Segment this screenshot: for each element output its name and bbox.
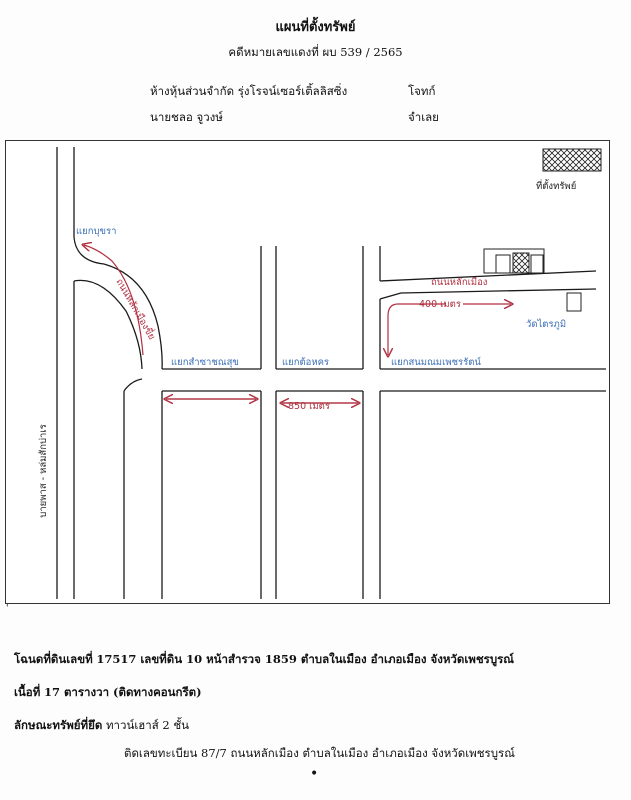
defendant-name: นายชลอ จูวงษ์ bbox=[150, 110, 223, 124]
label-junction-top-left: แยกบุขรา bbox=[76, 226, 117, 237]
property-line bbox=[14, 717, 189, 735]
legend-swatch bbox=[543, 149, 601, 171]
property-label: ลักษณะทรัพย์ที่ยึด bbox=[14, 718, 103, 732]
page-title: แผนที่ตั้งทรัพย์ bbox=[275, 20, 356, 35]
property-text: ทาวน์เฮาส์ 2 ชั้น bbox=[105, 718, 190, 732]
area-label: เนื้อที่ bbox=[14, 685, 41, 699]
label-distance-400: 400 เมตร bbox=[419, 299, 461, 310]
plaintiff-name: ห้างหุ้นส่วนจำกัด รุ่งโรจน์เซอร์เติ้ลลิสซิ่ง bbox=[150, 84, 348, 98]
label-junction-2: แยกต้อหคร bbox=[282, 357, 330, 368]
location-map bbox=[5, 140, 610, 604]
roads bbox=[57, 147, 606, 599]
area-line bbox=[14, 684, 202, 702]
map-corner-mark: ' bbox=[6, 604, 9, 614]
plaintiff-role: โจทก์ bbox=[408, 84, 436, 98]
label-road-top-right: ถนนหลักเมือง bbox=[431, 277, 488, 288]
area-text: 17 ตารางวา (ติดทางคอนกรีต) bbox=[43, 685, 202, 699]
label-temple: วัดไตรภูมิ bbox=[526, 319, 567, 330]
label-distance-850: 850 เมตร bbox=[288, 401, 330, 412]
deed-label: โฉนดที่ดินเลขที่ bbox=[14, 652, 93, 666]
map-drawing bbox=[6, 141, 611, 605]
road-curve-outer-top bbox=[74, 237, 104, 264]
road-curve-lower bbox=[124, 379, 142, 391]
address-line: ติดเลขทะเบียน 87/7 ถนนหลักเมือง ตำบลในเมือง อำเภอเมือง จังหวัดเพชรบูรณ์ bbox=[124, 746, 515, 760]
label-road-vertical: บายพาส - หล่มสักบ่าเร bbox=[38, 424, 49, 518]
deed-text: 17517 เลขที่ดิน 10 หน้าสำรวจ 1859 ตำบลในเมือง อำเภอเมือง จังหวัดเพชรบูรณ์ bbox=[96, 652, 514, 666]
target-property-block bbox=[484, 249, 544, 273]
temple-building bbox=[567, 293, 581, 311]
legend-label: ที่ตั้งทรัพย์ bbox=[536, 181, 577, 192]
label-road-diagonal: ถนนหลักเมืองขี่ย bbox=[113, 277, 158, 342]
label-junction-1: แยกสำซาชณสุข bbox=[171, 357, 239, 368]
deed-line bbox=[14, 651, 624, 669]
page-bullet: • bbox=[310, 766, 319, 782]
case-number: คดีหมายเลขแดงที่ ผบ 539 / 2565 bbox=[228, 45, 403, 59]
label-junction-3: แยกสนมณมเพชรรัตน์ bbox=[391, 357, 481, 368]
defendant-role: จำเลย bbox=[408, 110, 439, 124]
